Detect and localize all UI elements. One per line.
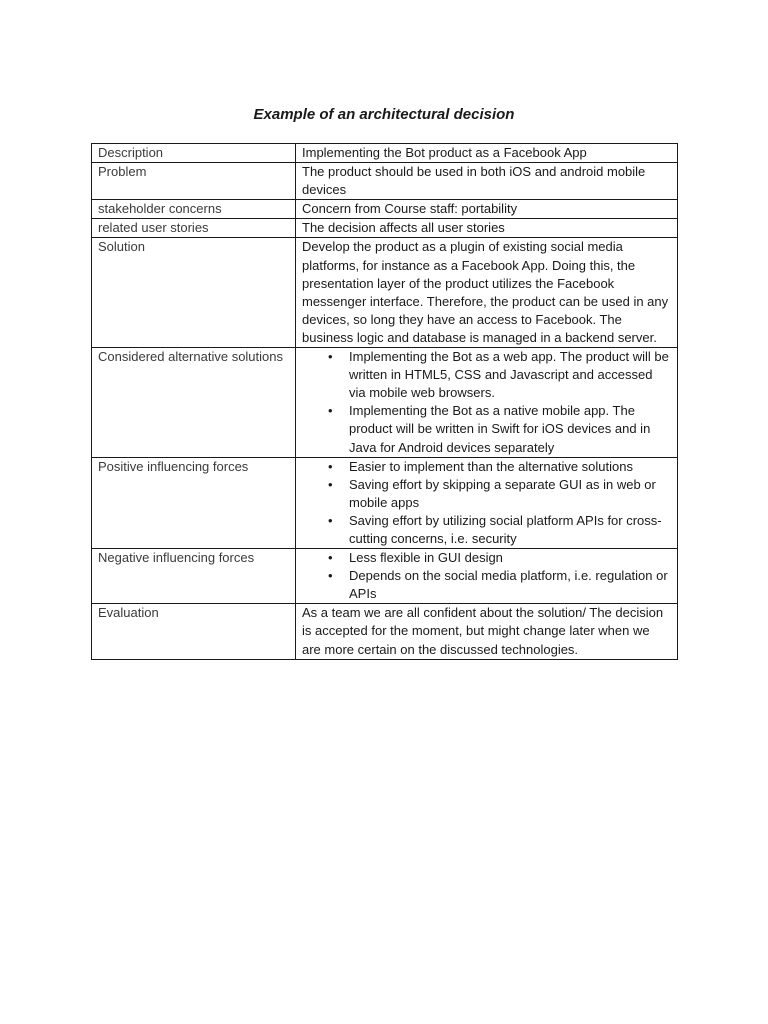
list-item — [328, 458, 671, 476]
row-label: Positive influencing forces — [92, 457, 296, 548]
list-item — [328, 567, 671, 603]
row-value: As a team we are all confident about the solution/ The decision is accepted for the moment, but might change later when we are more certain on the discussed technologies. — [296, 604, 678, 659]
row-value: Develop the product as a plugin of existing social media platforms, for instance as a Facebook App. Doing this, the presentation layer of the product utilizes the Facebook messenger interface. Therefore, the product can be used in any devices, so long they have an access to Facebook. The business logic and database is managed in a backend server. — [296, 238, 678, 348]
table-row-description — [92, 144, 678, 163]
bullet-icon: • — [328, 476, 333, 492]
row-value: The product should be used in both iOS and android mobile devices — [296, 163, 678, 200]
list-item-text: Depends on the social media platform, i.e. regulation or APIs — [349, 568, 668, 602]
list-item-text: Saving effort by skipping a separate GUI as in web or mobile apps — [349, 476, 656, 510]
row-label: Considered alternative solutions — [92, 348, 296, 458]
row-value: Implementing the Bot product as a Facebook App — [296, 144, 678, 163]
table-row-negative-forces — [92, 549, 678, 604]
table-row-solution — [92, 238, 678, 348]
bullet-list — [302, 348, 671, 457]
table-row-evaluation — [92, 604, 678, 659]
list-item — [328, 512, 671, 548]
table-row-considered-alternatives — [92, 348, 678, 458]
table-row-problem — [92, 163, 678, 200]
list-item-text: Less flexible in GUI design — [349, 550, 503, 566]
bullet-icon: • — [328, 550, 333, 566]
row-label: Negative influencing forces — [92, 549, 296, 604]
bullet-list — [302, 458, 671, 548]
bullet-icon: • — [328, 458, 333, 474]
row-value — [296, 348, 678, 458]
row-label: Problem — [92, 163, 296, 200]
list-item — [328, 549, 671, 567]
decision-table — [91, 143, 678, 660]
list-item-text: Implementing the Bot as a native mobile app. The product will be written in Swift for iOS devices and in Java for Android devices separately — [349, 403, 651, 455]
list-item-text: Implementing the Bot as a web app. The product will be written in HTML5, CSS and Javascript and accessed via mobile web browsers. — [349, 349, 669, 401]
bullet-icon: • — [328, 568, 333, 584]
list-item — [328, 348, 671, 402]
row-value: Concern from Course staff: portability — [296, 200, 678, 219]
list-item — [328, 476, 671, 512]
row-value: The decision affects all user stories — [296, 219, 678, 238]
list-item — [328, 402, 671, 456]
row-label: Evaluation — [92, 604, 296, 659]
row-value — [296, 457, 678, 548]
bullet-list — [302, 549, 671, 603]
bullet-icon: • — [328, 512, 333, 528]
page-title: Example of an architectural decision — [253, 106, 515, 123]
list-item-text: Easier to implement than the alternative solutions — [349, 458, 633, 474]
row-label: related user stories — [92, 219, 296, 238]
row-value — [296, 549, 678, 604]
table-row-related-user-stories — [92, 219, 678, 238]
row-label: stakeholder concerns — [92, 200, 296, 219]
row-label: Description — [92, 144, 296, 163]
bullet-icon: • — [328, 349, 333, 365]
table-row-stakeholder-concerns — [92, 200, 678, 219]
list-item-text: Saving effort by utilizing social platform APIs for cross-cutting concerns, i.e. security — [349, 512, 662, 546]
bullet-icon: • — [328, 403, 333, 419]
row-label: Solution — [92, 238, 296, 348]
table-row-positive-forces — [92, 457, 678, 548]
